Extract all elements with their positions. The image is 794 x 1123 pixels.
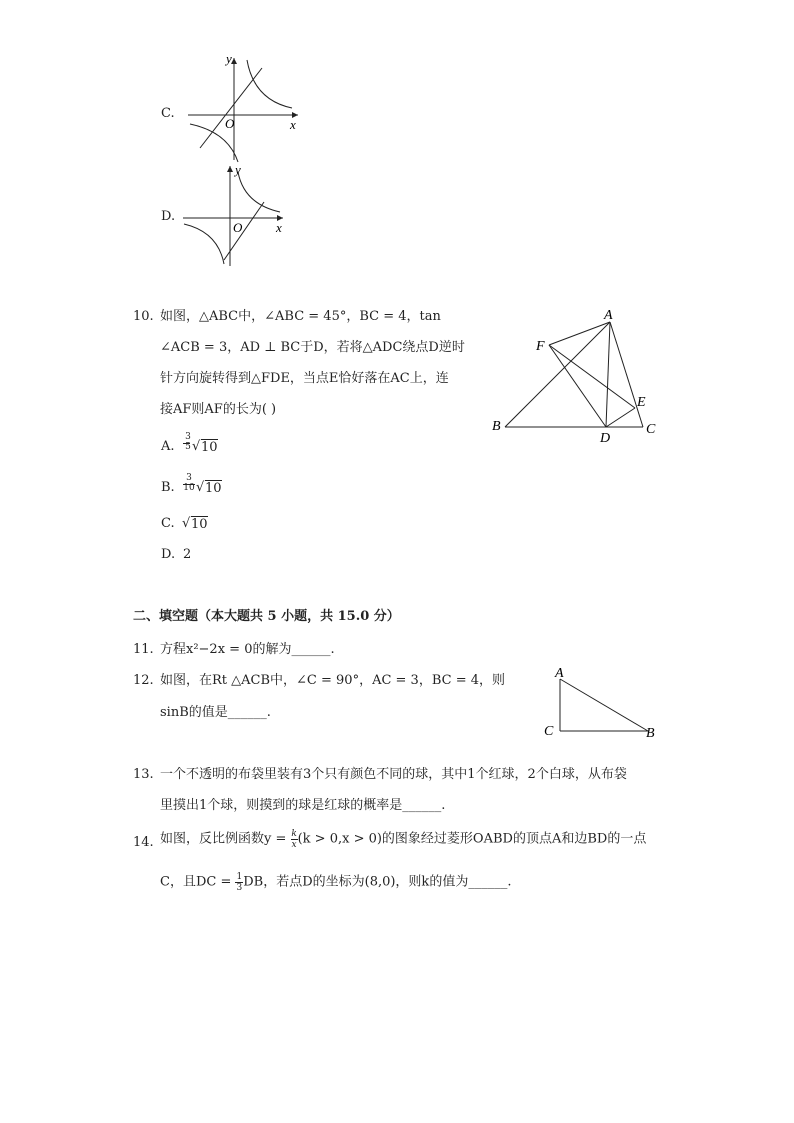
origin-label-d: O: [233, 220, 243, 235]
option-c-radicand: 10: [191, 517, 208, 532]
point-e: E: [637, 395, 646, 410]
option-a-radicand: 10: [201, 440, 218, 455]
option-a-num: 3: [185, 432, 191, 442]
x-label-c: x: [290, 117, 296, 132]
point-c: C: [646, 422, 656, 437]
hyperbola-branch-d2: [184, 224, 224, 264]
option-c-label: C.: [161, 106, 175, 121]
q13-number: 13.: [133, 767, 154, 782]
option-d-value: 2: [183, 547, 192, 562]
section-title: 二、填空题（本大题共 5 小题，共 15.0 分）: [133, 609, 400, 624]
q10-triangle-figure: [488, 300, 663, 445]
q11-number: 11.: [133, 642, 154, 657]
option-c-graph: [180, 52, 305, 164]
point-b: B: [492, 419, 501, 434]
q14-frac2-den: 3: [236, 883, 243, 893]
q14-line1-pre: 如图，反比例函数y =: [160, 831, 291, 847]
option-b-label: B.: [161, 480, 175, 495]
hyperbola-branch-d1: [238, 172, 280, 212]
line-c: [200, 68, 262, 148]
sqrt-icon: √: [192, 439, 201, 454]
option-d-label-q10: D.: [161, 547, 176, 562]
q14-frac2-num: 1: [236, 872, 243, 882]
q12-number: 12.: [133, 673, 154, 688]
q12-line-2: sinB的值是______.: [160, 705, 271, 720]
q14-line-1: [160, 829, 646, 855]
option-d-label: D.: [161, 209, 176, 224]
point-f: F: [536, 339, 545, 354]
option-b-radicand: 10: [205, 481, 222, 496]
x-label-d: x: [276, 220, 282, 235]
option-d-graph: [180, 160, 290, 270]
point-c: C: [544, 724, 554, 739]
q10-number: 10.: [133, 309, 154, 324]
point-b: B: [646, 726, 655, 741]
hyperbola-branch-c1: [247, 60, 292, 108]
q10-line-2: ∠ACB = 3，AD ⊥ BC于D，若将△ADC绕点D逆时: [160, 340, 465, 355]
y-label-d: y: [235, 162, 241, 177]
q11-text: 方程x²−2x = 0的解为______.: [160, 642, 335, 657]
sqrt-icon: √: [182, 516, 191, 531]
origin-label-c: O: [225, 116, 235, 131]
sqrt-icon: √: [196, 480, 205, 495]
q14-line-2: [160, 872, 511, 898]
q14-number: 14.: [133, 835, 154, 850]
option-c-label-q10: C.: [161, 516, 175, 531]
q14-frac-den: x: [291, 840, 297, 850]
q14-line1-post: (k > 0,x > 0)的图象经过菱形OABD的顶点A和边BD的一点: [297, 831, 647, 847]
q13-line-1: 一个不透明的布袋里装有3个只有颜色不同的球，其中1个红球，2个白球，从布袋: [160, 767, 627, 782]
point-d: D: [600, 431, 611, 445]
point-a: A: [555, 666, 564, 681]
q10-line-1: 如图，△ABC中，∠ABC = 45°，BC = 4，tan: [160, 309, 441, 324]
option-b-den: 10: [183, 483, 195, 493]
y-label-c: y: [226, 52, 232, 66]
q14-line2-post: DB，若点D的坐标为(8,0)，则k的值为______.: [243, 874, 512, 890]
q14-line2-pre: C，且DC =: [160, 874, 236, 890]
q10-line-4: 接AF则AF的长为( ): [160, 402, 277, 417]
q12-line-1: 如图，在Rt △ACB中，∠C = 90°，AC = 3，BC = 4，则: [160, 673, 506, 688]
option-a-label: A.: [161, 439, 175, 454]
q14-frac-num: k: [291, 829, 297, 839]
option-a-den: 5: [185, 442, 191, 452]
q13-line-2: 里摸出1个球，则摸到的球是红球的概率是______.: [160, 798, 446, 813]
option-b-num: 3: [186, 473, 192, 483]
q10-line-3: 针方向旋转得到△FDE，当点E恰好落在AC上，连: [160, 371, 449, 386]
point-a: A: [604, 308, 613, 323]
q12-right-triangle-figure: [538, 660, 663, 742]
